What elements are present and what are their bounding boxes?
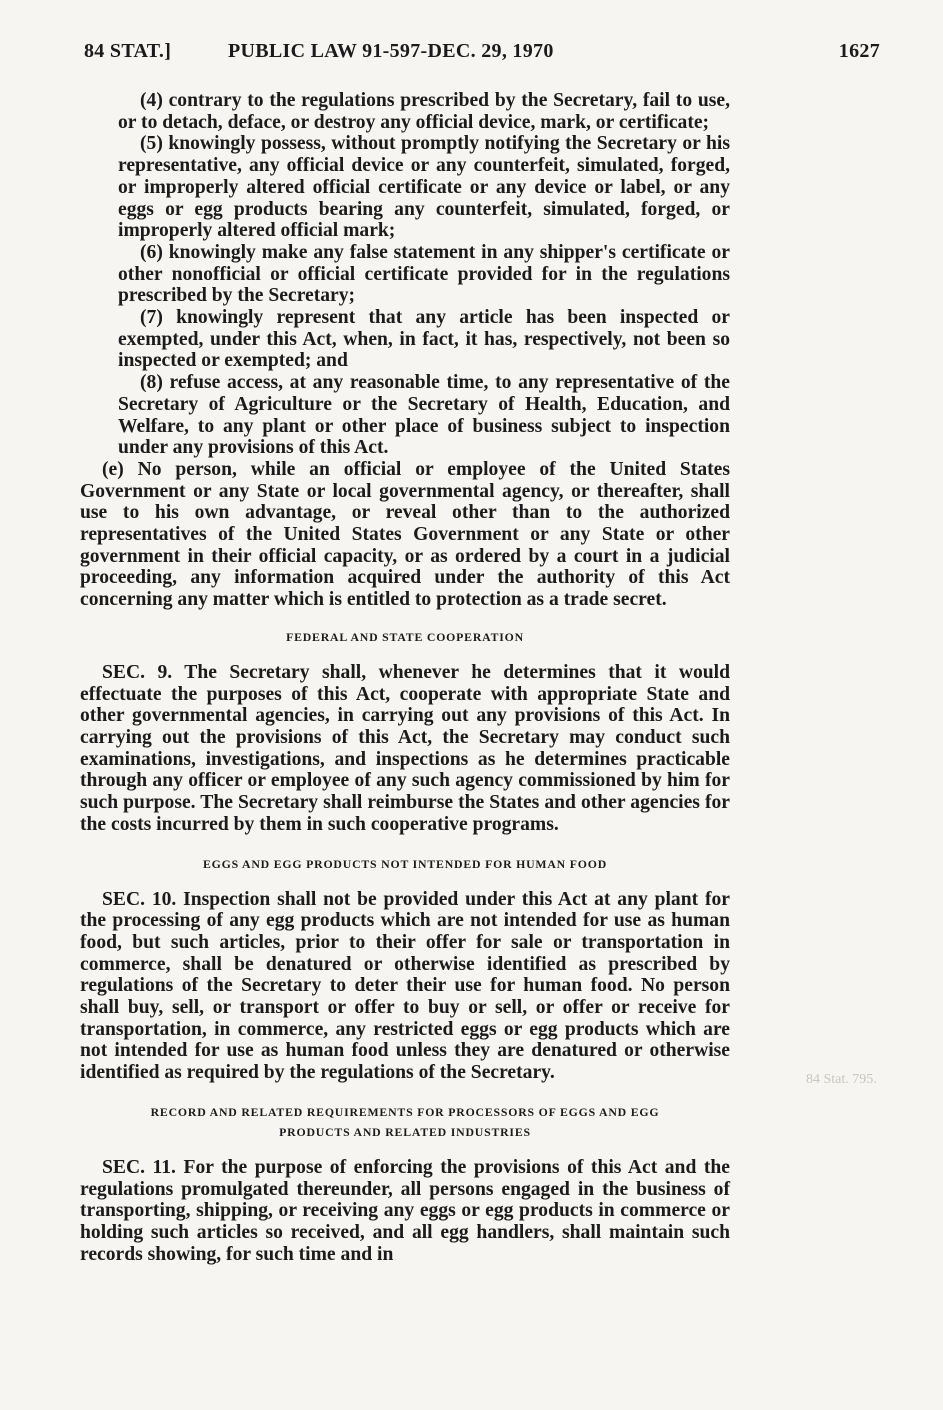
- paragraph-e: (e) No person, while an official or employee of the United States Government or any State or local governmental agency, or thereafter, shall use to his own advantage, or reveal other than to the authorized representatives of the United States Government or any State or other government in their official capacity, or as ordered by a court in a judicial proceeding, any information acquired under the authority of this Act concerning any matter which is entitled to protection as a trade secret.: [80, 458, 730, 611]
- margin-note: 84 Stat. 795.: [806, 1072, 877, 1087]
- volume-reference: 84 STAT.]: [84, 40, 172, 62]
- section-text: For the purpose of enforcing the provisions of this Act and the regulations promulgated thereunder, all persons engaged in the business of transporting, shipping, or receiving any eggs or egg products in commerce or holding such articles so received, and all egg handlers, shall maintain such records showing, for such time and in: [80, 1156, 730, 1265]
- section-10: [80, 889, 730, 1084]
- heading-line: RECORD AND RELATED REQUIREMENTS FOR PROCESSORS OF EGGS AND EGG: [150, 1104, 660, 1119]
- list-item: (5) knowingly possess, without promptly notifying the Secretary or his representative, any official device or any counterfeit, simulated, forged, or improperly altered official certificate or any device or label, or any eggs or egg products bearing any counterfeit, simulated, forged, or improperly altered official mark;: [118, 133, 730, 242]
- section-9: [80, 662, 730, 836]
- section-heading: FEDERAL AND STATE COOPERATION: [286, 629, 524, 644]
- section-11: [80, 1157, 730, 1266]
- list-item: (4) contrary to the regulations prescribed by the Secretary, fail to use, or to detach, deface, or destroy any official device, mark, or certificate;: [118, 90, 730, 133]
- list-item: (8) refuse access, at any reasonable time, to any representative of the Secretary of Agriculture or the Secretary of Health, Education, and Welfare, to any plant or other place of business subject to inspection under any provisions of this Act.: [118, 372, 730, 459]
- list-item: (6) knowingly make any false statement in any shipper's certificate or other nonofficial or official certificate provided for in the regulations prescribed by the Secretary;: [118, 241, 730, 307]
- section-text: The Secretary shall, whenever he determines that it would effectuate the purposes of this Act, cooperate with appropriate State and other governmental agencies, in carrying out any provisions of this Act. In carrying out the provisions of this Act, the Secretary may conduct such examinations, investigations, and inspections as he determines practicable through any officer or employee of any such agency commissioned by him for such purpose. The Secretary shall reimburse the States and other agencies for the costs incurred by them in such cooperative programs.: [80, 661, 731, 835]
- page-body: [80, 90, 730, 1265]
- page-number: 1627: [838, 40, 880, 62]
- section-heading: [80, 1102, 730, 1142]
- law-title: PUBLIC LAW 91-597-DEC. 29, 1970: [228, 40, 554, 62]
- section-text: Inspection shall not be provided under this Act at any plant for the processing of any egg products which are not intended for use as human food, but such articles, prior to their offer for sale or transportation in commerce, shall be denatured or otherwise identified as prescribed by regulations of the Secretary to deter their use for human food. No person shall buy, sell, or transport or offer to buy or sell, or offer or receive for transportation, in commerce, any restricted eggs or egg products which are not intended for use as human food unless they are denatured or otherwise identified as required by the regulations of the Secretary.: [80, 888, 730, 1084]
- heading-line: PRODUCTS AND RELATED INDUSTRIES: [279, 1124, 531, 1139]
- section-label: SEC. 10.: [102, 888, 177, 910]
- list-item: (7) knowingly represent that any article has been inspected or exempted, under this Act, when, in fact, it has, respectively, not been so inspected or exempted; and: [118, 307, 730, 372]
- page-header: [84, 40, 880, 70]
- section-label: SEC. 11.: [102, 1156, 176, 1178]
- section-heading: EGGS AND EGG PRODUCTS NOT INTENDED FOR HUMAN FOOD: [202, 856, 608, 871]
- section-label: SEC. 9.: [102, 661, 173, 683]
